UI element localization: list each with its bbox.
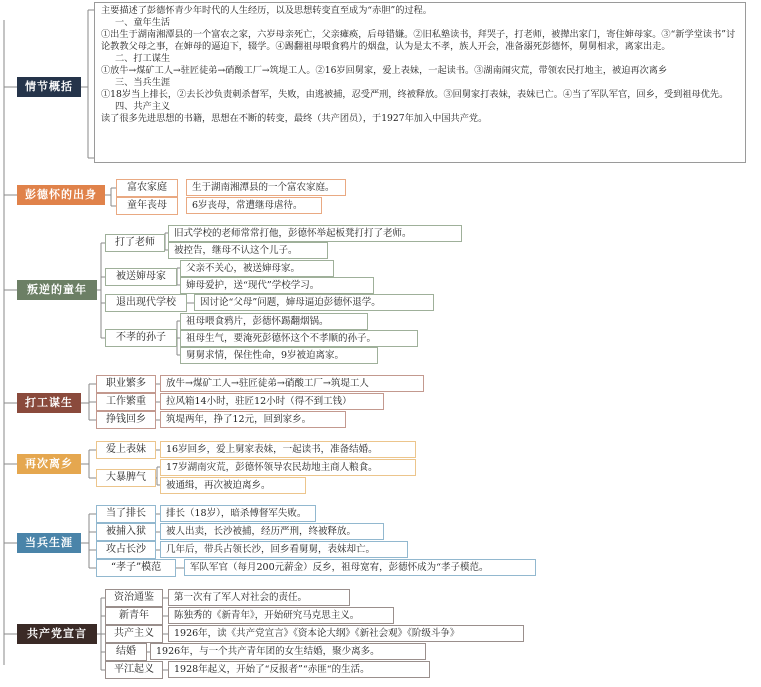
leaf-unfilial-1: 祖母喂食鸦片，彭德怀踢翻烟锅。 [180, 313, 368, 330]
leaf-arrested: 被人出卖，长沙被捕，经历严刑，终被释放。 [160, 523, 384, 540]
leaf-sent-to-aunt-1: 父亲不关心，被送婶母家。 [180, 260, 334, 277]
summary-heading-communism: 四、共产主义 [115, 101, 171, 112]
sub-hot-temper[interactable]: 大暴脾气 [96, 469, 156, 487]
summary-childhood-text: ①出生于湖南湘潭县的一个富农之家，六岁母亲死亡，父亲瘫痪，后母错嫌。②旧私塾读书，拜哭子，打老师，被撵出家门，寄住婶母家。③“新学堂读书”讨论教教父母之事，在婶母的逼迫下，辍学。④踢翻祖母喂食鸦片的烟盘，认为是太不孝，族人开会，准备溺死彭德怀，舅舅相求，离家出走。 [101, 29, 736, 52]
sub-rich-family[interactable]: 富农家庭 [116, 179, 178, 197]
category-working-for-living[interactable]: 打工谋生 [17, 393, 81, 413]
leaf-hot-temper-2: 被通缉，再次被迫离乡。 [160, 477, 306, 494]
sub-lost-mother[interactable]: 童年丧母 [116, 197, 178, 215]
leaf-pingjiang-uprising: 1928年起义，开始了“反报者”“赤匪“的生活。 [168, 661, 430, 678]
sub-hit-teacher[interactable]: 打了老师 [105, 234, 165, 252]
category-rebellious-childhood[interactable]: 叛逆的童年 [17, 280, 97, 300]
leaf-hot-temper-1: 17岁湖南灾荒，彭德怀领导农民劫地主商人粮食。 [160, 459, 416, 476]
leaf-filial-model: 军队军官（每月200元薪金）反乡，祖母宽宥，彭德怀成为“孝子模范。 [184, 559, 536, 576]
leaf-unfilial-2: 祖母生气，要淹死彭德怀这个不孝顺的孙子。 [180, 330, 418, 347]
summary-army-text: ①18岁当上排长，②去长沙负责刺杀督军，失败，由逃被捕，忍受严刑，终被释放。③回舅家打表妹，表妹已亡。④当了军队军官，回乡，受到祖母优先。 [101, 89, 729, 100]
category-plot-summary[interactable]: 情节概括 [17, 77, 81, 97]
sub-earn-money[interactable]: 挣钱回乡 [96, 411, 156, 429]
leaf-hit-teacher-1: 旧式学校的老师常常打他，彭德怀举起板凳打打了老师。 [168, 225, 462, 242]
leaf-new-youth: 陈独秀的《新青年》，开始研究马克思主义。 [168, 607, 394, 624]
leaf-communism: 1926年，读《共产党宣言》《资本论大纲》《新社会观》《阶级斗争》 [168, 625, 524, 642]
summary-communism-text: 读了很多先进思想的书籍，思想在不断的转变，最终（共产团员），于1927年加入中国共产党。 [101, 113, 488, 124]
leaf-heavy-work: 拉风箱14小时，驻匠12小时（得不到工钱） [160, 393, 384, 410]
sub-platoon-leader[interactable]: 当了排长 [96, 505, 156, 523]
summary-heading-childhood: 一、童年生活 [115, 17, 171, 28]
plot-summary-box [94, 2, 746, 163]
leaf-marriage: 1926年，与一个共产青年团的女生结婚，聚少离多。 [150, 643, 426, 660]
sub-unfilial-grandson[interactable]: 不孝的孙子 [105, 329, 177, 347]
leaf-sent-to-aunt-2: 婶母爱护，送“现代”学校学习。 [180, 277, 374, 294]
leaf-quit-school: 因讨论“父母”问题，婶母逼迫彭德怀退学。 [194, 294, 434, 311]
category-origin[interactable]: 彭德怀的出身 [17, 185, 105, 205]
sub-quit-school[interactable]: 退出现代学校 [105, 294, 187, 312]
category-army-career[interactable]: 当兵生涯 [17, 533, 81, 553]
sub-marriage[interactable]: 结婚 [105, 643, 147, 661]
leaf-lost-mother: 6岁丧母，常遭继母虐待。 [186, 197, 322, 214]
sub-capture-changsha[interactable]: 攻占长沙 [96, 541, 156, 559]
sub-communism[interactable]: 共产主义 [105, 625, 163, 643]
category-leave-again[interactable]: 再次离乡 [17, 454, 81, 474]
leaf-love-cousin: 16岁回乡，爱上舅家表妹，一起读书，准备结婚。 [160, 441, 416, 458]
sub-zizhi-tongjian[interactable]: 资治通鉴 [105, 589, 163, 607]
leaf-rich-family: 生于湖南湘潭县的一个富农家庭。 [186, 179, 346, 196]
sub-many-jobs[interactable]: 职业繁多 [96, 375, 156, 393]
leaf-many-jobs: 放牛→煤矿工人→驻匠徒弟→硝酸工厂→筑堤工人 [160, 375, 424, 392]
sub-new-youth[interactable]: 新青年 [105, 607, 163, 625]
summary-work-text: ①放牛→煤矿工人→驻匠徒弟→硝酸工厂→筑堤工人。②16岁回舅家，爱上表妹，一起读书。③湖南闹灾荒，带领农民打地主，被迫再次离乡 [101, 65, 668, 76]
leaf-earn-money: 筑堤两年，挣了12元，回到家乡。 [160, 411, 346, 428]
leaf-hit-teacher-2: 被控告，继母不认这个儿子。 [168, 242, 328, 259]
summary-heading-army: 三、当兵生涯 [115, 77, 171, 88]
sub-love-cousin[interactable]: 爱上表妹 [96, 441, 156, 459]
sub-pingjiang-uprising[interactable]: 平江起义 [105, 661, 163, 679]
summary-heading-work: 二、打工谋生 [115, 53, 171, 64]
sub-heavy-work[interactable]: 工作繁重 [96, 393, 156, 411]
sub-arrested[interactable]: 被捕入狱 [96, 523, 156, 541]
category-communist-manifesto[interactable]: 共产党宣言 [17, 624, 97, 644]
leaf-capture-changsha: 几年后，带兵占领长沙，回乡看舅舅，表妹却亡。 [160, 541, 408, 558]
sub-sent-to-aunt[interactable]: 被送婶母家 [105, 268, 177, 286]
leaf-platoon-leader: 排长（18岁），暗杀傅督军失败。 [160, 505, 316, 522]
leaf-unfilial-3: 舅舅求情，保住性命，9岁被迫离家。 [180, 347, 378, 364]
leaf-zizhi-tongjian: 第一次有了军人对社会的责任。 [168, 589, 350, 606]
summary-intro: 主要描述了彭德怀青少年时代的人生经历，以及思想转变直至成为“赤胆”的过程。 [101, 5, 432, 16]
sub-filial-model[interactable]: “孝子”模范 [96, 559, 176, 577]
